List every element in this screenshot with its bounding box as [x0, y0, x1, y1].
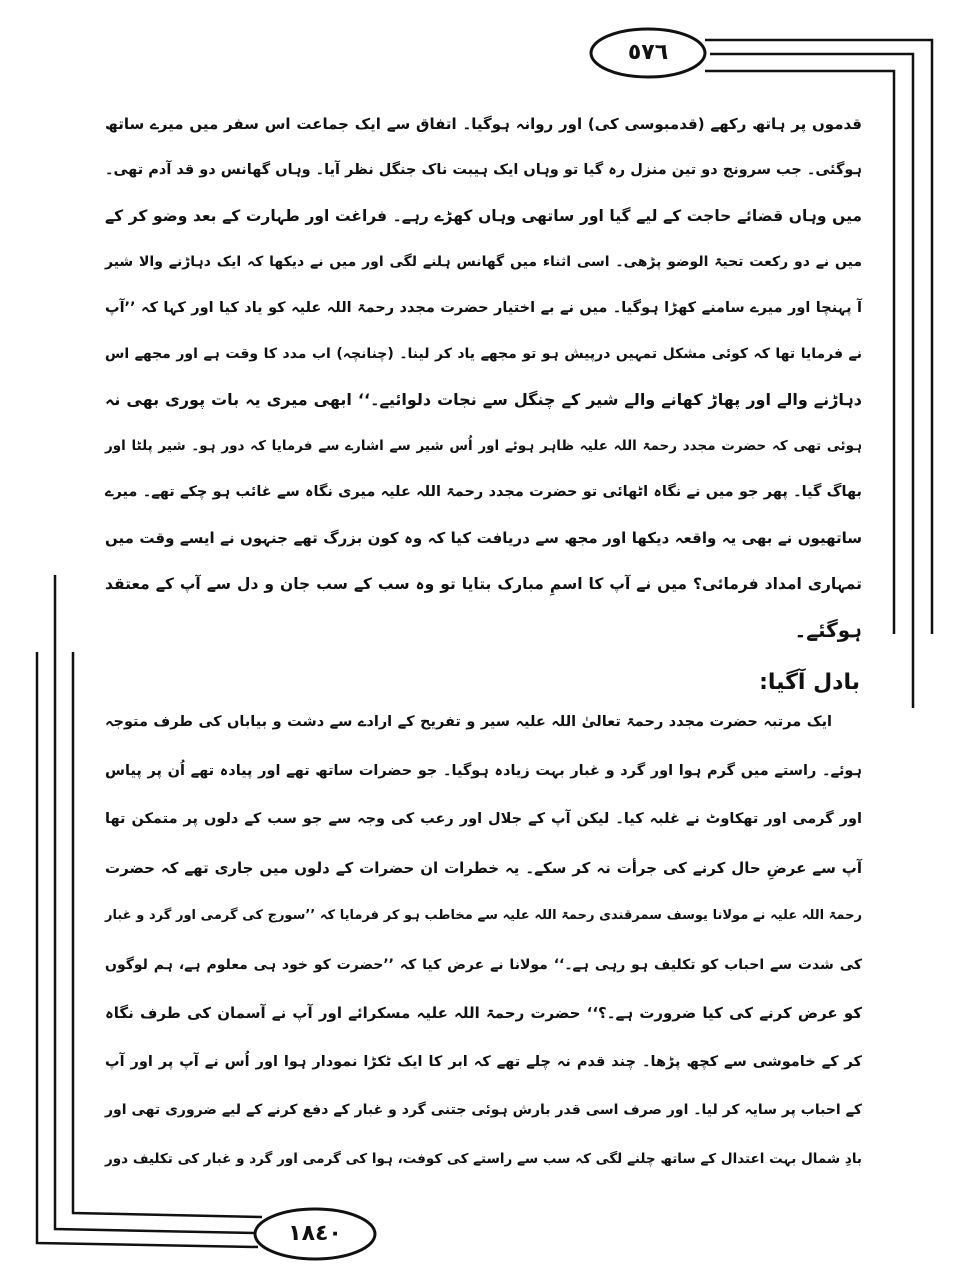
- text-line: ہوگئے۔: [794, 618, 862, 642]
- text-line: میں نے دو رکعت تحیۃ الوضو پڑھی۔ اسی اثناء میں گھانس ہلنے لگی اور میں نے دیکھا کہ ایک دہاڑنے والا شیر: [105, 254, 862, 270]
- text-line: قدموں پر ہاتھ رکھے (قدمبوسی کی) اور روانہ ہوگیا۔ اتفاق سے ایک جماعت اس سفر میں میرے ساتھ: [105, 115, 862, 133]
- text-line: دہاڑنے والے اور پھاڑ کھانے والے شیر کے چنگل سے نجات دلوائیے۔‘‘ ابھی میری یہ بات پوری بھی نہ: [105, 390, 862, 409]
- top-page-number: ٥٧٦: [627, 40, 669, 65]
- text-line: آپ سے عرضِ حال کرنے کی جرأت نہ کر سکے۔ یہ خطرات ان حضرات کے دلوں میں جاری تھے کہ حضرت: [105, 858, 862, 877]
- section-heading: بادل آگیا:: [759, 670, 860, 695]
- text-line: کی شدت سے احباب کو تکلیف ہو رہی ہے۔‘‘ مولانا نے عرض کیا کہ ’’حضرت کو خود ہی معلوم ہے، ہم لوگوں: [105, 956, 862, 973]
- text-line: کے احباب پر سایہ کر لیا۔ اور صرف اسی قدر بارش ہوئی جتنی گرد و غبار کے دفع کرنے کے لیے ضروری تھی اور: [105, 1102, 862, 1118]
- text-line: میں وہاں قضائے حاجت کے لیے گیا اور ساتھی وہاں کھڑے رہے۔ فراغت اور طہارت کے بعد وضو کر کے: [105, 207, 862, 225]
- text-line: ہوگئی۔ جب سرونج دو تین منزل رہ گیا تو وہاں ایک ہیبت ناک جنگل نظر آیا۔ وہاں گھانس دو قد آدم تھی۔: [105, 162, 862, 178]
- text-line: رحمۃ اللہ علیہ نے مولانا یوسف سمرقندی رحمۃ اللہ علیہ سے مخاطب ہو کر فرمایا کہ ’’سورج کی گرمی اور گرد و غبار: [105, 908, 862, 923]
- text-line: ہوئی تھی کہ حضرت مجدد رحمۃ اللہ علیہ ظاہر ہوئے اور اُس شیر سے اشارے سے فرمایا کہ دور ہو۔ شیر پلٹا اور: [105, 438, 862, 454]
- text-line: بادِ شمال بہت اعتدال کے ساتھ چلنے لگی کہ سب سے راستے کی کوفت، ہوا کی گرمی اور گرد و غبار کی تکلیف دور: [105, 1150, 862, 1167]
- text-line: کر کے خاموشی سے کچھ پڑھا۔ چند قدم نہ چلے تھے کہ ابر کا ایک ٹکڑا نمودار ہوا اور اُس نے آپ پر اور آپ: [105, 1053, 862, 1070]
- text-line: ساتھیوں نے بھی یہ واقعہ دیکھا اور مجھ سے دریافت کیا کہ وہ کون بزرگ تھے جنہوں نے ایسے وقت میں: [105, 529, 862, 547]
- bottom-page-number: ١٨٤٠: [288, 1221, 342, 1246]
- text-line: ہوئے۔ راستے میں گرم ہوا اور گرد و غبار بہت زیادہ ہوگیا۔ جو حضرات ساتھ تھے اور پیادہ تھے اُن پر پیاس: [105, 762, 862, 779]
- text-line: تمہاری امداد فرمائی؟ میں نے آپ کا اسمِ مبارک بتایا تو وہ سب کے سب جان و دل سے آپ کے معتقد: [105, 575, 862, 593]
- text-line: بھاگ گیا۔ پھر جو میں نے نگاہ اٹھائی تو حضرت مجدد رحمۃ اللہ علیہ میری نگاہ سے غائب ہو چکے تھے۔ میرے: [105, 484, 862, 500]
- text-line: کو عرض کرنے کی کیا ضرورت ہے۔؟‘‘ حضرت رحمۃ اللہ علیہ مسکرائے اور آپ نے آسمان کی طرف نگاہ: [105, 1004, 862, 1022]
- text-line: ایک مرتبہ حضرت مجدد رحمۃ تعالیٰ اللہ علیہ سیر و تفریح کے ارادے سے دشت و بیاباں کی طرف متوجہ: [105, 714, 832, 730]
- text-line: آ پہنچا اور میرے سامنے کھڑا ہوگیا۔ میں نے بے اختیار حضرت مجدد رحمۃ اللہ علیہ کو یاد کیا اور کہا کہ ’’آپ: [105, 300, 862, 316]
- text-line: نے فرمایا تھا کہ کوئی مشکل تمہیں درپیش ہو تو مجھے یاد کر لینا۔ (چنانچہ) اب مدد کا وقت ہے اور مجھے اس: [105, 346, 862, 362]
- text-line: اور گرمی اور تھکاوٹ نے غلبہ کیا۔ لیکن آپ کے جلال اور رعب کی وجہ سے جو سب کے دلوں پر متمکن تھا: [105, 811, 862, 827]
